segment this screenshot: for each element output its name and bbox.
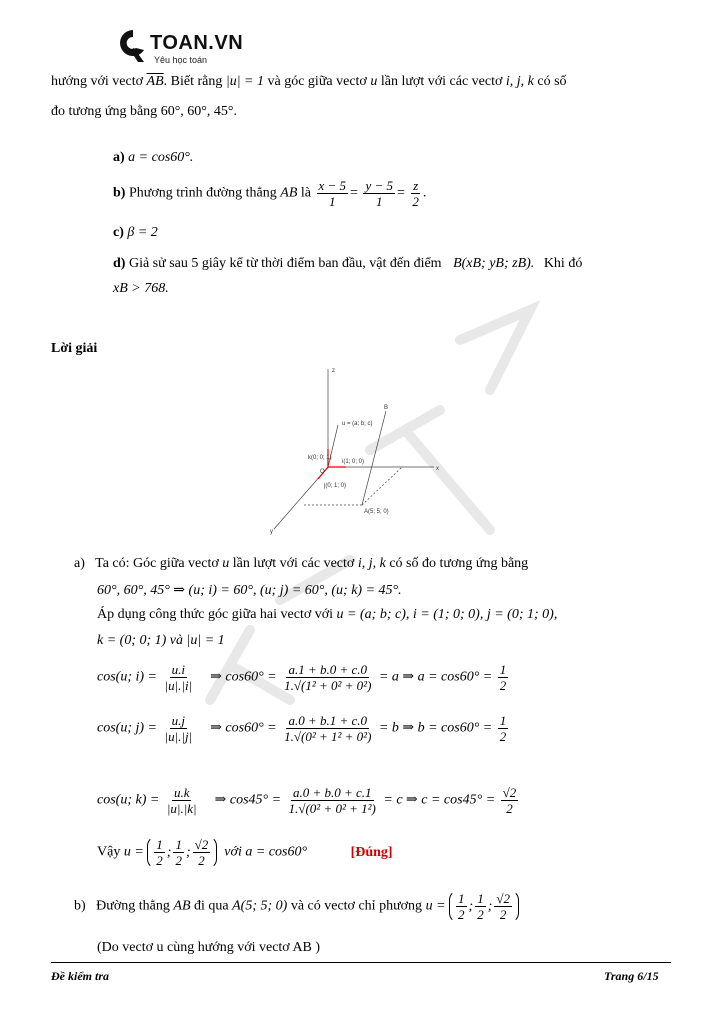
solution-title: Lời giải [51,341,98,356]
footer-left: Đề kiểm tra [51,969,109,983]
equation-3: cos(u; k) = $\frac{u.k}{|u|.|k|}$ ⇒ cos45° = $\frac{a.0 + b.0 + c.1}{\text{1.√(0² + 0² + 1²)}}$ = c ⇒ c = cos45° = $\frac{√2}{2}$ [97,785,517,816]
label-i: i(1; 0; 0) [342,459,365,465]
statement-b: b) Phương trình đường thẳng AB là $\frac{x - 5}{1}$ = $\frac{y - 5}{1}$ = $\frac{z}{2}$ . [113,178,427,209]
label-x: x [436,466,439,472]
label-y: y [270,529,273,535]
equation-1: cos(u; i) = $\frac{u.i}{|u|.|i|}$ ⇒ cos60° = $\frac{a.1 + b.0 + c.0}{\text{1.√(1² + 0² + 0²)}}$ = a ⇒ a = cos60° = $\frac{1}{2}$ [97,662,507,693]
logo-text: TOAN.VN [150,32,244,54]
page-number: Trang 6/15 [604,969,659,983]
verdict-badge: [Đúng] [350,844,393,860]
label-b: B [384,405,389,411]
statement-d-line1: d) Giả sử sau 5 giây kể từ thời điểm ban đầu, vật đến điểm B(xB; yB; zB). Khi đó [113,256,583,271]
intro-line-1: hướng với vectơ $\overline{AB}$. Biết rằng |u| = 1 và góc giữa vectơ u lần lượt với các vectơ i, j, k có số [51,74,567,89]
logo-subtitle: Yêu học toán [154,55,208,65]
part-b-line-1: b) Đường thẳng AB đi qua A(5; 5; 0) và có vectơ chỉ phương u = $\frac{1}{2}$ ; $\frac{1}{2}$ ; $\frac{√2}{2}$ [74,890,519,923]
label-u: u = (a; b; c) [342,421,373,427]
logo-icon [118,28,148,64]
part-a-conclusion: Vậy u = $\frac{1}{2}$ ; $\frac{1}{2}$ ; $\frac{√2}{2}$ với a = cos60° [Đúng] [97,837,393,868]
part-b-line-2: (Do vectơ u cùng hướng với vectơ AB ) [97,940,321,955]
part-a-line-3: Áp dụng công thức góc giữa hai vectơ với u = (a; b; c), i = (1; 0; 0), j = (0; 1; 0), [97,607,558,622]
part-a-line-2: 60°, 60°, 45° ⇒ (u; i) = 60°, (u; j) = 60°, (u; k) = 45°. [97,583,402,598]
statement-c: c) β = 2 [113,225,158,240]
intro-line-2: đo tương ứng bằng 60°, 60°, 45°. [51,104,237,119]
statement-a: a) a = cos60°. [113,150,194,165]
projection-line-2 [362,467,402,505]
label-j: j(0; 1; 0) [324,483,347,489]
footer-divider [51,962,671,963]
part-a-line-1: a) Ta có: Góc giữa vectơ u lần lượt với các vectơ i, j, k có số đo tương ứng bằng [74,556,529,571]
label-origin: O [320,469,325,475]
statement-d-line2: xB > 768. [113,281,169,296]
label-a: A(5; 5; 0) [364,509,389,515]
label-k: k(0; 0; 1) [308,455,332,461]
equation-2: cos(u; j) = $\frac{u.j}{|u|.|j|}$ ⇒ cos60° = $\frac{a.0 + b.1 + c.0}{\text{1.√(0² + 1² + 0²)}}$ = b ⇒ b = cos60° = $\frac{1}{2}$ [97,713,507,744]
coordinate-diagram [262,363,452,535]
label-z: z [332,368,335,374]
part-a-line-4: k = (0; 0; 1) và |u| = 1 [97,633,225,648]
